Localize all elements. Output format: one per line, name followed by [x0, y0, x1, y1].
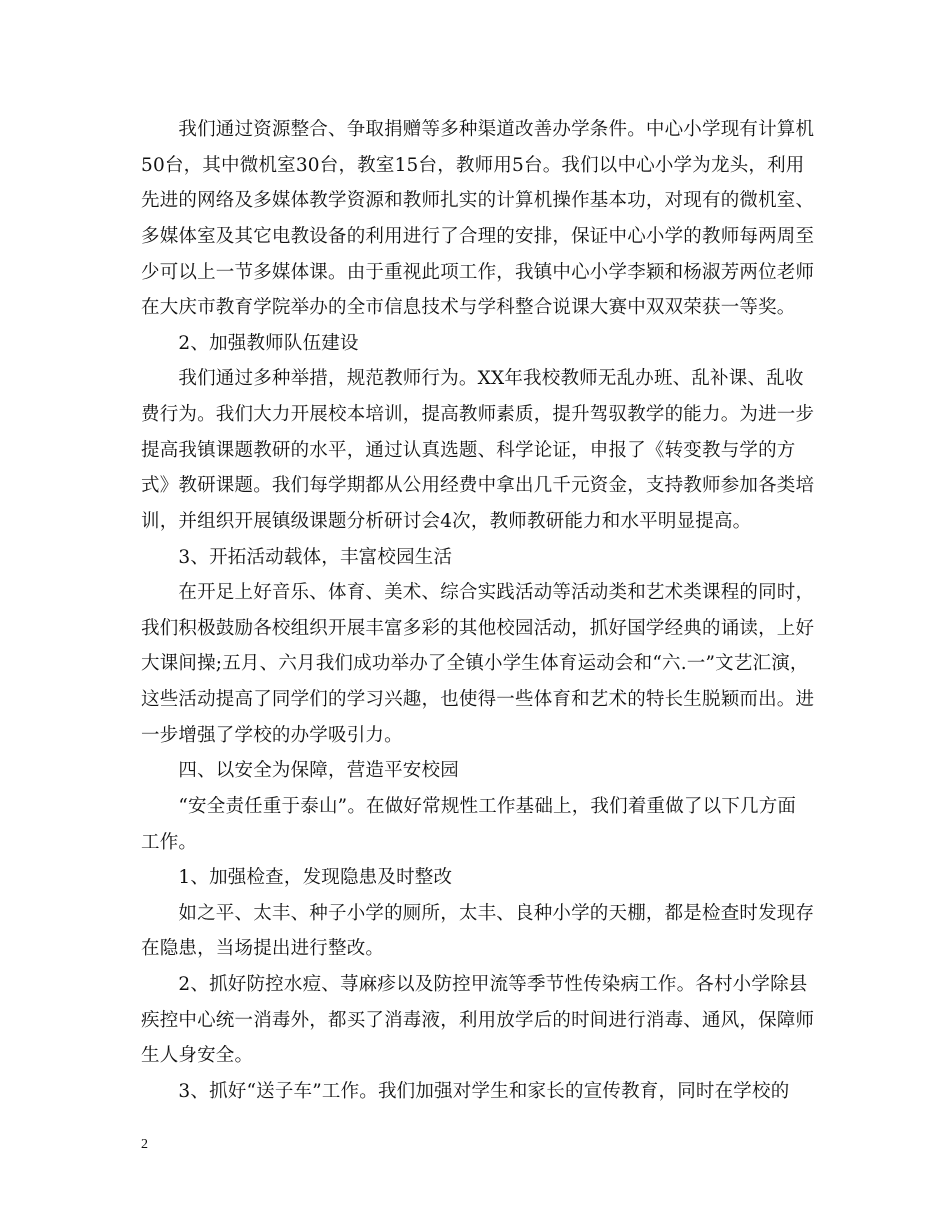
section-heading: 3、开拓活动载体，丰富校园生活 [141, 547, 453, 568]
text-line: “安全责任重于泰山”。在做好常规性工作基础上，我们着重做了以下几方面 [141, 796, 797, 817]
text-line: 在开足上好音乐、体育、美术、综合实践活动等活动类和艺术类课程的同时， [141, 582, 815, 603]
text-line: 提高我镇课题教研的水平，通过认真选题、科学论证，申报了《转变教与学的方 [141, 440, 796, 461]
text-line: 费行为。我们大力开展校本培训，提高教师素质，提升驾驭教学的能力。为进一步 [141, 404, 815, 425]
text-line: 这些活动提高了同学们的学习兴趣，也使得一些体育和艺术的特长生脱颖而出。进 [141, 689, 815, 710]
text-line: 式》教研课题。我们每学期都从公用经费中拿出几千元资金，支持教师参加各类培 [141, 475, 815, 496]
text-line: 我们积极鼓励各校组织开展丰富多彩的其他校园活动，抓好国学经典的诵读，上好 [141, 618, 815, 639]
page-number: 2 [141, 1137, 148, 1152]
text-line: 少可以上一节多媒体课。由于重视此项工作，我镇中心小学李颖和杨淑芳两位老师 [141, 262, 815, 283]
text-line: 生人身安全。 [141, 1045, 254, 1066]
section-heading: 1、加强检查，发现隐患及时整改 [141, 867, 453, 888]
text-line: 一步增强了学校的办学吸引力。 [141, 725, 403, 746]
text-line: 多媒体室及其它电教设备的利用进行了合理的安排，保证中心小学的教师每两周至 [141, 226, 815, 247]
text-line: 2、抓好防控水痘、荨麻疹以及防控甲流等季节性传染病工作。各村小学除县 [141, 974, 808, 995]
text-line: 训，并组织开展镇级课题分析研讨会4次，教师教研能力和水平明显提高。 [141, 511, 752, 532]
text-line: 我们通过资源整合、争取捐赠等多种渠道改善办学条件。中心小学现有计算机 [141, 119, 815, 140]
text-line: 在隐患，当场提出进行整改。 [141, 938, 385, 959]
section-heading: 2、加强教师队伍建设 [141, 333, 359, 354]
section-heading: 四、以安全为保障，营造平安校园 [141, 760, 459, 781]
text-line: 疾控中心统一消毒外，都买了消毒液，利用放学后的时间进行消毒、通风，保障师 [141, 1010, 815, 1031]
text-line: 先进的网络及多媒体教学资源和教师扎实的计算机操作基本功，对现有的微机室、 [141, 190, 815, 211]
text-line: 如之平、太丰、种子小学的厕所，太丰、良种小学的天棚，都是检查时发现存 [141, 903, 815, 924]
text-line: 工作。 [141, 832, 198, 853]
text-line: 在大庆市教育学院举办的全市信息技术与学科整合说课大赛中双双荣获一等奖。 [141, 297, 796, 318]
text-line: 大课间操;五月、六月我们成功举办了全镇小学生体育运动会和“六.一”文艺汇演， [141, 653, 809, 674]
text-line: 50台，其中微机室30台，教室15台，教师用5台。我们以中心小学为龙头，利用 [141, 155, 805, 176]
text-line: 我们通过多种举措，规范教师行为。XX年我校教师无乱办班、乱补课、乱收 [141, 368, 804, 389]
text-line: 3、抓好“送子车”工作。我们加强对学生和家长的宣传教育，同时在学校的 [141, 1081, 790, 1102]
